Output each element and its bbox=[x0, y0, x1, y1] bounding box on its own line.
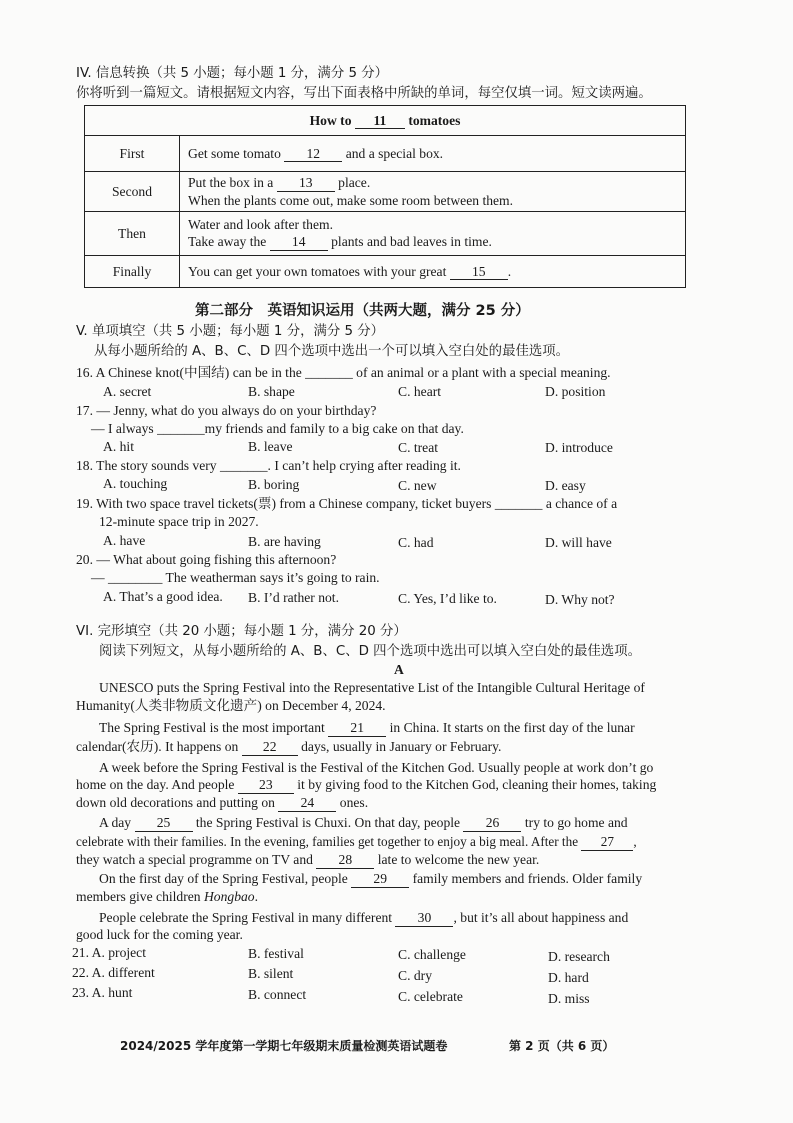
passage-text: A day bbox=[99, 815, 132, 830]
section-6-instruction: 阅读下列短文，从每小题所给的 A、B、C、D 四个选项中选出可以填入空白处的最佳选项。 bbox=[99, 644, 641, 659]
blank-14[interactable]: 14 bbox=[270, 235, 328, 251]
blank-26[interactable]: 26 bbox=[463, 816, 521, 832]
passage-line: UNESCO puts the Spring Festival into the Representative List of the Intangible Cultural Heritage of bbox=[99, 680, 645, 695]
blank-27[interactable]: 27 bbox=[581, 835, 633, 851]
footer-title: 2024/2025 学年度第一学期七年级期末质量检测英语试题卷 bbox=[120, 1039, 448, 1053]
question-19-line-2: 12-minute space trip in 2027. bbox=[99, 514, 259, 529]
option-b[interactable]: B. boring bbox=[248, 477, 300, 492]
passage-text: On the first day of the Spring Festival, people bbox=[99, 871, 348, 886]
option-b[interactable]: B. connect bbox=[248, 987, 307, 1002]
passage-line bbox=[76, 889, 258, 905]
passage-text: they watch a special programme on TV and bbox=[76, 852, 313, 867]
footer-page-number: 第 2 页（共 6 页） bbox=[509, 1039, 615, 1053]
option-a[interactable]: A. secret bbox=[103, 384, 152, 399]
blank-12[interactable]: 12 bbox=[284, 147, 342, 163]
option-d[interactable]: D. will have bbox=[545, 535, 612, 550]
option-a[interactable]: 23. A. hunt bbox=[72, 985, 133, 1000]
passage-text: , but it’s all about happiness and bbox=[453, 910, 629, 925]
part-2-title: 第二部分 英语知识运用（共两大题，满分 25 分） bbox=[195, 303, 530, 319]
row-text: and a special box. bbox=[345, 145, 444, 161]
row-label: Then bbox=[85, 212, 180, 256]
table-row bbox=[85, 172, 686, 212]
passage-text: late to welcome the new year. bbox=[377, 852, 540, 867]
row-text: Water and look after them. bbox=[188, 216, 333, 232]
option-c[interactable]: C. had bbox=[398, 535, 434, 550]
passage-line bbox=[76, 795, 368, 812]
passage-text: calendar(农历). It happens on bbox=[76, 739, 239, 754]
passage-line bbox=[99, 720, 635, 737]
option-a[interactable]: 21. A. project bbox=[72, 945, 146, 960]
option-a[interactable]: A. touching bbox=[103, 476, 168, 491]
passage-line: Humanity(人类非物质文化遗产) on December 4, 2024. bbox=[76, 698, 386, 713]
question-19-line-1: 19. With two space travel tickets(票) from a Chinese company, ticket buyers _______ a chance of a bbox=[76, 496, 618, 511]
row-text: . bbox=[507, 263, 512, 279]
passage-text: members give children bbox=[76, 889, 201, 904]
passage-line: A week before the Spring Festival is the Festival of the Kitchen God. Usually people at work don’t go bbox=[99, 760, 654, 775]
question-17-line-2: — I always _______my friends and family to a big cake on that day. bbox=[91, 421, 464, 436]
blank-15[interactable]: 15 bbox=[450, 265, 508, 281]
passage-text: , bbox=[633, 834, 637, 849]
row-label: First bbox=[85, 136, 180, 172]
option-d[interactable]: D. introduce bbox=[545, 440, 613, 455]
blank-11[interactable]: 11 bbox=[355, 114, 405, 130]
section-5-title: V. 单项填空（共 5 小题；每小题 1 分，满分 5 分） bbox=[76, 324, 385, 339]
table-header-row bbox=[85, 106, 686, 136]
option-d[interactable]: D. research bbox=[548, 949, 610, 964]
blank-21[interactable]: 21 bbox=[328, 721, 386, 737]
row-text: Take away the bbox=[188, 234, 267, 250]
passage-text: The Spring Festival is the most important bbox=[99, 720, 325, 735]
blank-22[interactable]: 22 bbox=[242, 740, 298, 756]
row-text: place. bbox=[338, 174, 371, 190]
table-row bbox=[85, 136, 686, 172]
header-text-b: tomatoes bbox=[408, 112, 461, 128]
passage-line bbox=[76, 852, 539, 869]
row-label: Finally bbox=[85, 256, 180, 288]
passage-text: ones. bbox=[339, 795, 369, 810]
option-d[interactable]: D. Why not? bbox=[545, 592, 615, 607]
blank-24[interactable]: 24 bbox=[278, 796, 336, 812]
section-6-title: VI. 完形填空（共 20 小题；每小题 1 分，满分 20 分） bbox=[76, 624, 407, 639]
header-text-a: How to bbox=[309, 112, 352, 128]
option-a[interactable]: 22. A. different bbox=[72, 965, 155, 980]
option-d[interactable]: D. miss bbox=[548, 991, 590, 1006]
passage-text: . bbox=[254, 889, 258, 904]
option-d[interactable]: D. position bbox=[545, 384, 606, 399]
question-18: 18. The story sounds very _______. I can’t help crying after reading it. bbox=[76, 458, 461, 473]
option-b[interactable]: B. shape bbox=[248, 384, 295, 399]
option-c[interactable]: C. challenge bbox=[398, 947, 466, 962]
question-16: 16. A Chinese knot(中国结) can be in the _______ of an animal or a plant with a special meaning. bbox=[76, 365, 611, 380]
row-text: Get some tomato bbox=[188, 145, 281, 161]
row-label: Second bbox=[85, 172, 180, 212]
option-a[interactable]: A. hit bbox=[103, 439, 134, 454]
table-row bbox=[85, 256, 686, 288]
question-20-line-2: — ________ The weatherman says it’s going to rain. bbox=[91, 570, 380, 585]
blank-30[interactable]: 30 bbox=[395, 911, 453, 927]
passage-text: in China. It starts on the first day of the lunar bbox=[389, 720, 635, 735]
table-row bbox=[85, 212, 686, 256]
passage-line bbox=[76, 739, 501, 756]
option-b[interactable]: B. silent bbox=[248, 966, 294, 981]
blank-23[interactable]: 23 bbox=[238, 778, 294, 794]
question-17-line-1: 17. — Jenny, what do you always do on your birthday? bbox=[76, 403, 377, 418]
option-c[interactable]: C. treat bbox=[398, 440, 439, 455]
row-text: plants and bad leaves in time. bbox=[331, 234, 492, 250]
passage-text: days, usually in January or February. bbox=[301, 739, 502, 754]
option-d[interactable]: D. hard bbox=[548, 970, 589, 985]
passage-text: People celebrate the Spring Festival in many different bbox=[99, 910, 393, 925]
option-b[interactable]: B. are having bbox=[248, 534, 321, 549]
section-4-instruction: 你将听到一篇短文。请根据短文内容，写出下面表格中所缺的单词，每空仅填一词。短文读两遍。 bbox=[76, 86, 652, 101]
blank-28[interactable]: 28 bbox=[316, 853, 374, 869]
passage-text: down old decorations and putting on bbox=[76, 795, 275, 810]
section-4-title: IV. 信息转换（共 5 小题；每小题 1 分，满分 5 分） bbox=[76, 66, 389, 81]
passage-text: celebrate with their families. In the evening, families get together to enjoy a big meal. After the bbox=[76, 834, 579, 849]
row-text: When the plants come out, make some room between them. bbox=[188, 192, 514, 208]
option-d[interactable]: D. easy bbox=[545, 478, 586, 493]
passage-text: the Spring Festival is Chuxi. On that day, people bbox=[195, 815, 461, 830]
passage-text: home on the day. And people bbox=[76, 777, 235, 792]
row-text: You can get your own tomatoes with your great bbox=[188, 263, 447, 279]
passage-text: family members and friends. Older family bbox=[412, 871, 643, 886]
blank-13[interactable]: 13 bbox=[277, 176, 335, 192]
passage-text: it by giving food to the Kitchen God, cleaning their homes, taking bbox=[297, 777, 657, 792]
passage-line bbox=[76, 777, 656, 794]
option-b[interactable]: B. festival bbox=[248, 946, 304, 961]
passage-line: good luck for the coming year. bbox=[76, 927, 243, 942]
option-b[interactable]: B. I’d rather not. bbox=[248, 590, 339, 605]
option-c[interactable]: C. Yes, I’d like to. bbox=[398, 591, 497, 606]
option-c[interactable]: C. celebrate bbox=[398, 989, 463, 1004]
blank-29[interactable]: 29 bbox=[351, 872, 409, 888]
passage-line bbox=[76, 834, 637, 851]
passage-text: try to go home and bbox=[524, 815, 628, 830]
section-5-instruction: 从每小题所给的 A、B、C、D 四个选项中选出一个可以填入空白处的最佳选项。 bbox=[94, 344, 570, 359]
passage-label: A bbox=[394, 662, 404, 677]
passage-line bbox=[99, 910, 628, 927]
question-20-line-1: 20. — What about going fishing this afternoon? bbox=[76, 552, 337, 567]
option-c[interactable]: C. new bbox=[398, 478, 437, 493]
option-b[interactable]: B. leave bbox=[248, 439, 293, 454]
option-a[interactable]: A. have bbox=[103, 533, 146, 548]
option-a[interactable]: A. That’s a good idea. bbox=[103, 589, 223, 604]
passage-line bbox=[99, 815, 628, 832]
blank-25[interactable]: 25 bbox=[135, 816, 193, 832]
passage-text: Hongbao bbox=[203, 889, 255, 904]
option-c[interactable]: C. dry bbox=[398, 968, 432, 983]
passage-line bbox=[99, 871, 642, 888]
option-c[interactable]: C. heart bbox=[398, 384, 442, 399]
row-text: Put the box in a bbox=[188, 174, 274, 190]
info-table bbox=[84, 105, 686, 288]
